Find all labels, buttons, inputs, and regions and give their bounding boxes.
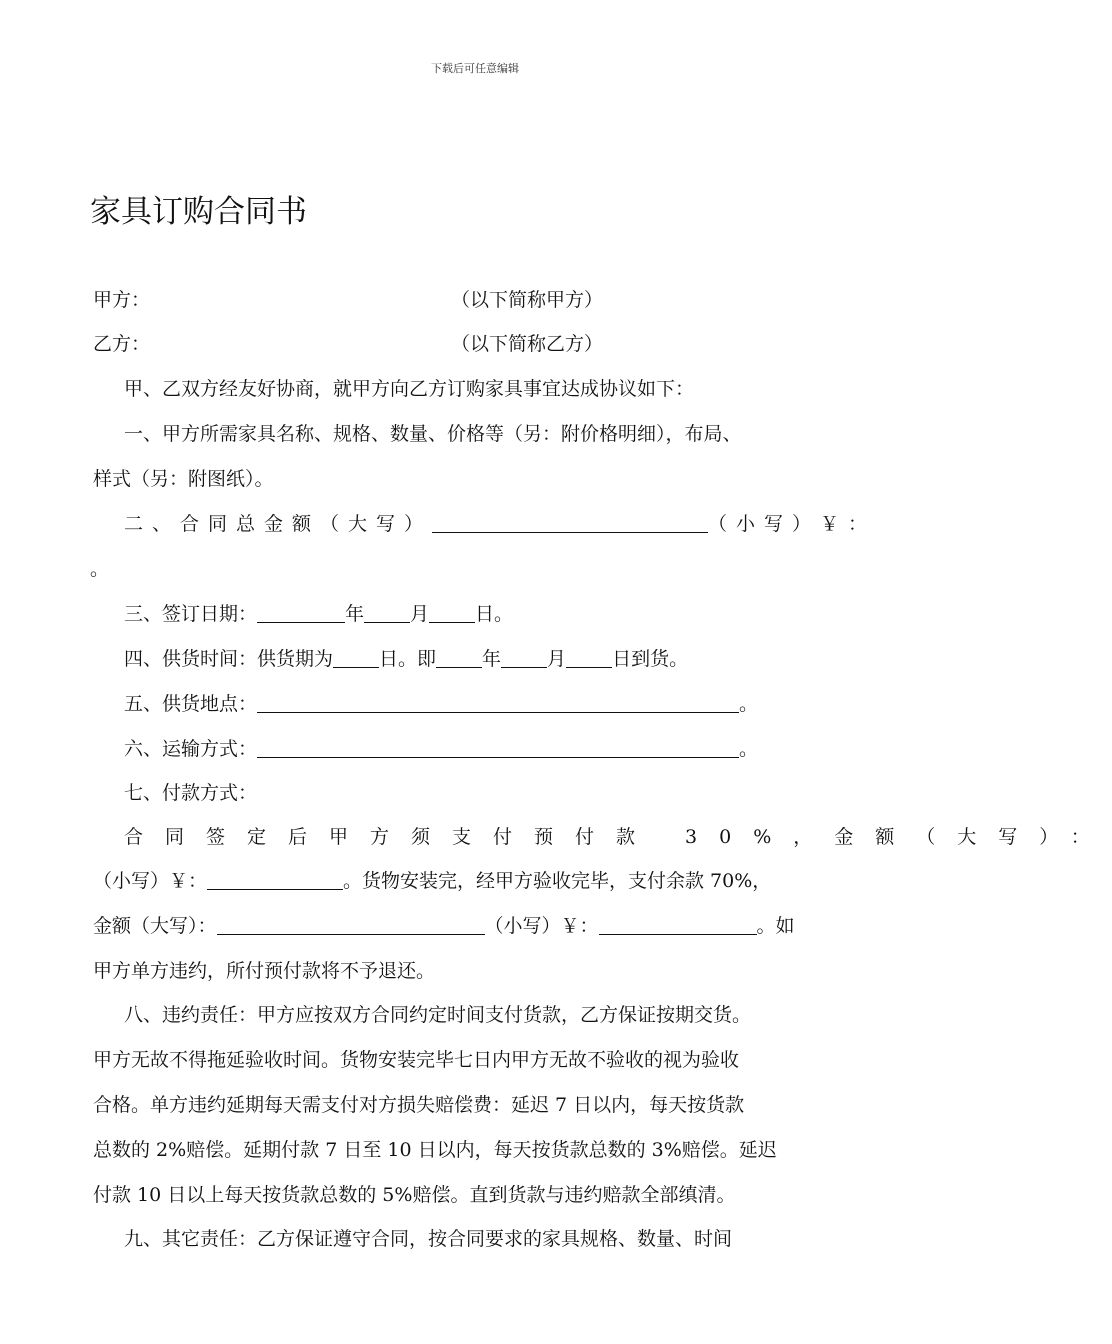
item8-line2: 甲方无故不得拖延验收时间。货物安装完毕七日内甲方无故不验收的视为验收 xyxy=(93,1049,740,1071)
item8-line1: 八、违约责任：甲方应按双方合同约定时间支付货款，乙方保证按期交货。 xyxy=(124,1004,752,1026)
item6-prefix: 六、运输方式： xyxy=(124,738,258,760)
item4-line xyxy=(124,644,688,671)
party-b-label: 乙方： xyxy=(93,333,151,355)
item1-line2: 样式（另：附图纸）。 xyxy=(93,468,274,490)
sign-month-blank[interactable] xyxy=(364,604,410,623)
year-label: 年 xyxy=(345,603,365,625)
supply-days-blank[interactable] xyxy=(333,649,379,668)
party-b-line xyxy=(93,329,604,356)
document-title: 家具订购合同书 xyxy=(90,194,307,230)
item2-prefix: 二、合同总金额（大写） xyxy=(124,513,433,535)
item7-line3 xyxy=(93,911,795,938)
item8-line5: 付款 10 日以上每天按货款总数的 5%赔偿。直到货款与违约赔款全部缜清。 xyxy=(93,1184,736,1206)
days-label: 日。即 xyxy=(379,648,437,670)
delivery-suffix: 日到货。 xyxy=(612,648,689,670)
party-a-note: （以下简称甲方） xyxy=(451,289,604,311)
item1-line1: 一、甲方所需家具名称、规格、数量、价格等（另：附价格明细），布局、 xyxy=(124,423,742,445)
item5-line xyxy=(124,689,758,716)
transport-method-blank[interactable] xyxy=(257,739,739,758)
sign-year-blank[interactable] xyxy=(257,604,345,623)
day-label: 日。 xyxy=(475,603,514,625)
item5-prefix: 五、供货地点： xyxy=(124,693,258,715)
item6-line xyxy=(124,734,758,761)
item7-line4: 甲方单方违约，所付预付款将不予退还。 xyxy=(93,960,436,982)
balance-lowercase-blank[interactable] xyxy=(599,916,757,935)
item2-end: 。 xyxy=(90,558,110,580)
item4-prefix: 四、供货时间：供货期为 xyxy=(124,648,334,670)
sign-day-blank[interactable] xyxy=(429,604,475,623)
item7-line2 xyxy=(93,866,771,893)
year-label: 年 xyxy=(482,648,502,670)
intro-text: 甲、乙双方经友好协商，就甲方向乙方订购家具事宜达成协议如下： xyxy=(124,378,695,400)
item7-line2a: （小写）￥： xyxy=(93,870,208,892)
item7-line2b: 。货物安装完，经甲方验收完毕，支付余款 70%， xyxy=(343,870,772,892)
delivery-location-blank[interactable] xyxy=(257,694,739,713)
delivery-month-blank[interactable] xyxy=(501,649,547,668)
month-label: 月 xyxy=(547,648,567,670)
item7-line1-text: 合同签定后甲方须支付预付款 30%，金额（大写）： xyxy=(124,826,1112,848)
delivery-year-blank[interactable] xyxy=(436,649,482,668)
item7-line3b: （小写）￥： xyxy=(484,915,599,937)
page-header: 下载后可任意编辑 xyxy=(431,62,519,75)
item7-heading: 七、付款方式： xyxy=(124,782,258,804)
item7-line3c: 。如 xyxy=(756,915,795,937)
party-a-line xyxy=(93,285,604,312)
item2-line xyxy=(124,509,876,536)
item5-end: 。 xyxy=(739,693,759,715)
item3-line xyxy=(124,599,513,626)
party-b-note: （以下简称乙方） xyxy=(451,333,604,355)
total-amount-uppercase-blank[interactable] xyxy=(432,514,708,533)
item6-end: 。 xyxy=(739,738,759,760)
item8-line3: 合格。单方违约延期每天需支付对方损失赔偿费：延迟 7 日以内，每天按货款 xyxy=(93,1094,745,1116)
item3-prefix: 三、签订日期： xyxy=(124,603,258,625)
delivery-day-blank[interactable] xyxy=(566,649,612,668)
item7-line3a: 金额（大写）： xyxy=(93,915,217,937)
item8-line4: 总数的 2%赔偿。延期付款 7 日至 10 日以内，每天按货款总数的 3%赔偿。延迟 xyxy=(93,1139,777,1161)
party-a-label: 甲方： xyxy=(93,289,151,311)
item9-line1: 九、其它责任：乙方保证遵守合同，按合同要求的家具规格、数量、时间 xyxy=(124,1228,733,1250)
balance-uppercase-blank[interactable] xyxy=(217,916,485,935)
item7-line1 xyxy=(124,822,1112,849)
month-label: 月 xyxy=(410,603,430,625)
prepayment-lowercase-blank[interactable] xyxy=(207,871,343,890)
item2-mid: （小写）￥： xyxy=(708,513,877,535)
